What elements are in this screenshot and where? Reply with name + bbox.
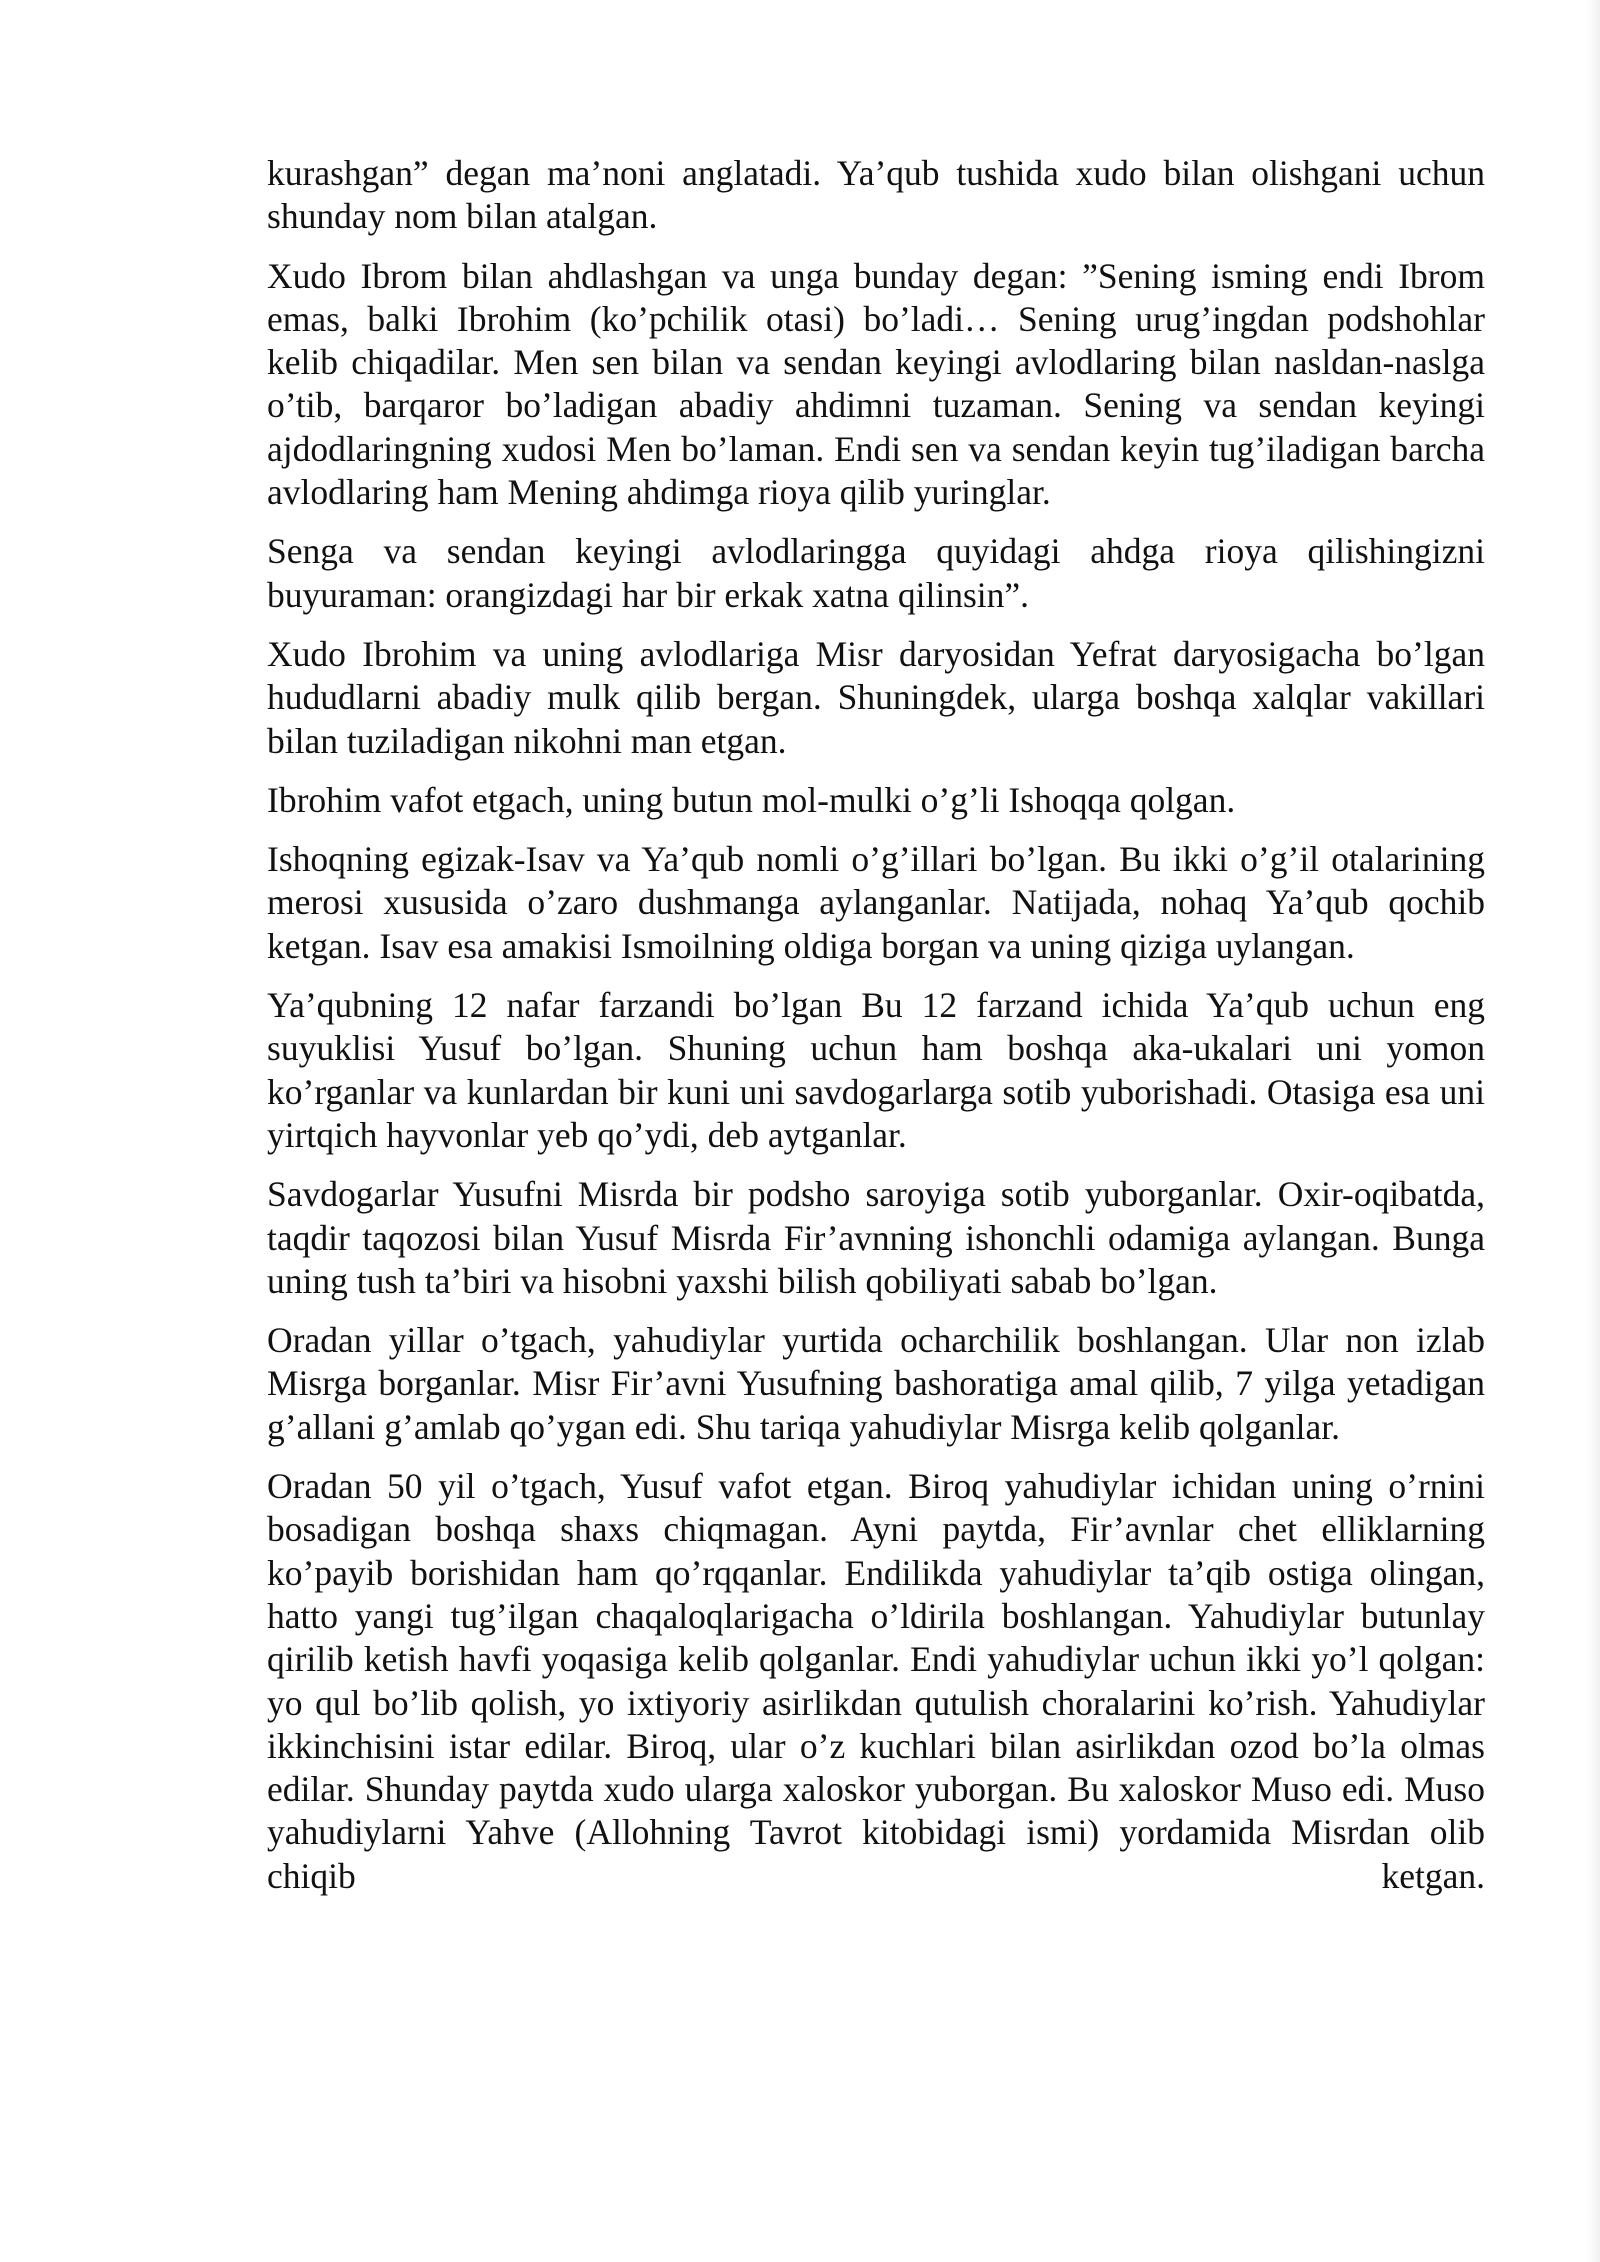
- paragraph: kurashgan” degan ma’noni anglatadi. Ya’qub tushida xudo bilan olishgani uchun shunday nom bilan atalgan.: [267, 153, 1485, 237]
- paragraph: Oradan 50 yil o’tgach, Yusuf vafot etgan. Biroq yahudiylar ichidan uning o’rnini bosadigan boshqa shaxs chiqmagan. Ayni paytda, Fir’avnlar chet elliklarning ko’payib borishidan ham qo’rqqanlar. Endilikda yahudiylar ta’qib ostiga olingan, hatto yangi tug’ilgan chaqaloqlarigacha o’ldirila boshlangan. Yahudiylar butunlay qirilib ketish havfi yoqasiga kelib qolganlar. Endi yahudiylar uchun ikki yo’l qolgan: yo qul bo’lib qolish, yo ixtiyoriy asirlikdan qutulish choralarini ko’rish. Yahudiylar ikkinchisini istar edilar. Biroq, ular o’z kuchlari bilan asirlikdan ozod bo’la olmas edilar. Shunday paytda xudo ularga xaloskor yuborgan. Bu xaloskor Muso edi. Muso yahudiylarni Yahve (Allohning Tavrot kitobidagi ismi) yordamida Misrdan olib chiqib ketgan.: [267, 1466, 1485, 1896]
- page-edge-shadow: [1586, 0, 1600, 2262]
- paragraph: Ishoqning egizak-Isav va Ya’qub nomli o’g’illari bo’lgan. Bu ikki o’g’il otalarining merosi xususida o’zaro dushmanga aylanganlar. Natijada, nohaq Ya’qub qochib ketgan. Isav esa amakisi Ismoilning oldiga borgan va uning qiziga uylangan.: [267, 839, 1485, 966]
- paragraph: Ibrohim vafot etgach, uning butun mol-mulki o’g’li Ishoqqa qolgan.: [267, 779, 1236, 820]
- paragraph: Senga va sendan keyingi avlodlaringga quyidagi ahdga rioya qilishingizni buyuraman: orangizdagi har bir erkak xatna qilinsin”.: [267, 531, 1485, 615]
- paragraph: Oradan yillar o’tgach, yahudiylar yurtida ocharchilik boshlangan. Ular non izlab Misrga borganlar. Misr Fir’avni Yusufning bashoratiga amal qilib, 7 yilga yetadigan g’allani g’amlab qo’ygan edi. Shu tariqa yahudiylar Misrga kelib qolganlar.: [267, 1320, 1485, 1447]
- paragraph: Savdogarlar Yusufni Misrda bir podsho saroyiga sotib yuborganlar. Oxir-oqibatda, taqdir taqozosi bilan Yusuf Misrda Fir’avnning ishonchli odamiga aylangan. Bunga uning tush ta’biri va hisobni yaxshi bilish qobiliyati sabab bo’lgan.: [267, 1174, 1485, 1301]
- paragraph: Ya’qubning 12 nafar farzandi bo’lgan Bu 12 farzand ichida Ya’qub uchun eng suyuklisi Yusuf bo’lgan. Shuning uchun ham boshqa aka-ukalari uni yomon ko’rganlar va kunlardan bir kuni uni savdogarlarga sotib yuborishadi. Otasiga esa uni yirtqich hayvonlar yeb qo’ydi, deb aytganlar.: [267, 985, 1485, 1155]
- paragraph: Xudo Ibrom bilan ahdlashgan va unga bunday degan: ”Sening isming endi Ibrom emas, balki Ibrohim (ko’pchilik otasi) bo’ladi… Sening urug’ingdan podshohlar kelib chiqadilar. Men sen bilan va sendan keyingi avlodlaring bilan nasldan-naslga o’tib, barqaror bo’ladigan abadiy ahdimni tuzaman. Sening va sendan keyingi ajdodlaringning xudosi Men bo’laman. Endi sen va sendan keyin tug’iladigan barcha avlodlaring ham Mening ahdimga rioya qilib yuringlar.: [267, 255, 1485, 513]
- paragraph: Xudo Ibrohim va uning avlodlariga Misr daryosidan Yefrat daryosigacha bo’lgan hududlarni abadiy mulk qilib bergan. Shuningdek, ularga boshqa xalqlar vakillari bilan tuziladigan nikohni man etgan.: [267, 633, 1485, 761]
- body-text: [267, 152, 1485, 1914]
